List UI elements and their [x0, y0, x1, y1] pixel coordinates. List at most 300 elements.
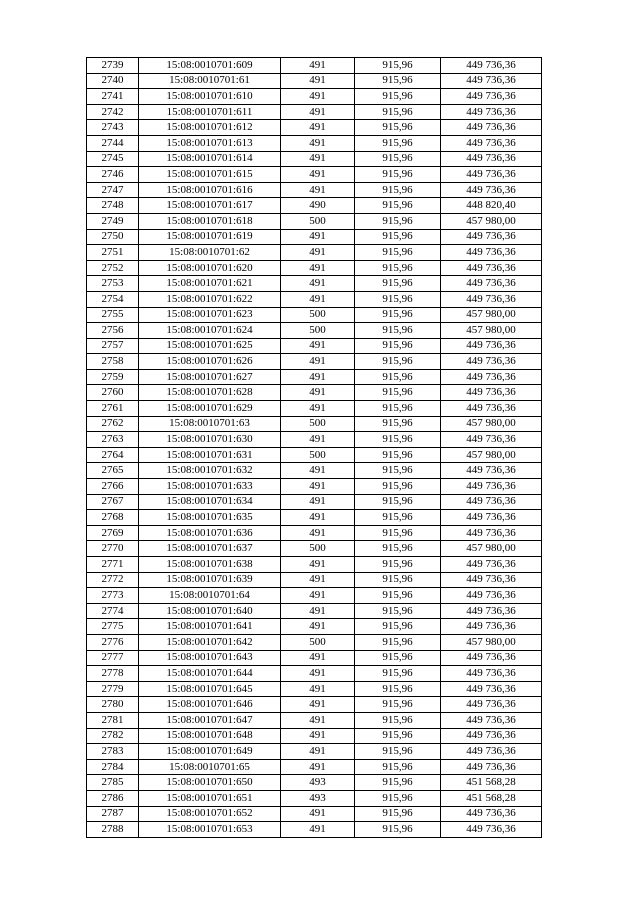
value-cell: 449 736,36 — [441, 463, 542, 479]
table-row — [87, 369, 542, 385]
rate-cell: 915,96 — [355, 151, 441, 167]
area-cell: 491 — [281, 432, 355, 448]
table-row — [87, 291, 542, 307]
cadastral-number-cell: 15:08:0010701:622 — [139, 291, 281, 307]
cadastral-number-cell: 15:08:0010701:618 — [139, 213, 281, 229]
table-row — [87, 666, 542, 682]
table-row — [87, 572, 542, 588]
rate-cell: 915,96 — [355, 603, 441, 619]
value-cell: 449 736,36 — [441, 510, 542, 526]
rate-cell: 915,96 — [355, 120, 441, 136]
cadastral-number-cell: 15:08:0010701:653 — [139, 822, 281, 838]
area-cell: 491 — [281, 167, 355, 183]
area-cell: 491 — [281, 401, 355, 417]
table-row — [87, 167, 542, 183]
area-cell: 491 — [281, 245, 355, 261]
table-row — [87, 323, 542, 339]
rate-cell: 915,96 — [355, 806, 441, 822]
row-number-cell: 2760 — [87, 385, 139, 401]
table-row — [87, 245, 542, 261]
cadastral-number-cell: 15:08:0010701:625 — [139, 338, 281, 354]
row-number-cell: 2768 — [87, 510, 139, 526]
cadastral-number-cell: 15:08:0010701:632 — [139, 463, 281, 479]
table-row — [87, 603, 542, 619]
row-number-cell: 2785 — [87, 775, 139, 791]
value-cell: 449 736,36 — [441, 276, 542, 292]
area-cell: 500 — [281, 416, 355, 432]
area-cell: 500 — [281, 323, 355, 339]
value-cell: 457 980,00 — [441, 213, 542, 229]
rate-cell: 915,96 — [355, 619, 441, 635]
value-cell: 449 736,36 — [441, 135, 542, 151]
area-cell: 491 — [281, 104, 355, 120]
row-number-cell: 2762 — [87, 416, 139, 432]
value-cell: 449 736,36 — [441, 89, 542, 105]
cadastral-number-cell: 15:08:0010701:626 — [139, 354, 281, 370]
row-number-cell: 2774 — [87, 603, 139, 619]
row-number-cell: 2748 — [87, 198, 139, 214]
rate-cell: 915,96 — [355, 588, 441, 604]
value-cell: 451 568,28 — [441, 790, 542, 806]
table-row — [87, 759, 542, 775]
cadastral-number-cell: 15:08:0010701:614 — [139, 151, 281, 167]
value-cell: 449 736,36 — [441, 759, 542, 775]
rate-cell: 915,96 — [355, 822, 441, 838]
row-number-cell: 2764 — [87, 447, 139, 463]
rate-cell: 915,96 — [355, 182, 441, 198]
rate-cell: 915,96 — [355, 712, 441, 728]
row-number-cell: 2778 — [87, 666, 139, 682]
row-number-cell: 2770 — [87, 541, 139, 557]
rate-cell: 915,96 — [355, 697, 441, 713]
table-row — [87, 728, 542, 744]
cadastral-number-cell: 15:08:0010701:627 — [139, 369, 281, 385]
value-cell: 449 736,36 — [441, 619, 542, 635]
cadastral-number-cell: 15:08:0010701:617 — [139, 198, 281, 214]
row-number-cell: 2783 — [87, 744, 139, 760]
row-number-cell: 2776 — [87, 634, 139, 650]
value-cell: 449 736,36 — [441, 104, 542, 120]
area-cell: 491 — [281, 291, 355, 307]
row-number-cell: 2763 — [87, 432, 139, 448]
table-row — [87, 89, 542, 105]
value-cell: 449 736,36 — [441, 728, 542, 744]
row-number-cell: 2766 — [87, 479, 139, 495]
value-cell: 457 980,00 — [441, 634, 542, 650]
rate-cell: 915,96 — [355, 401, 441, 417]
area-cell: 491 — [281, 494, 355, 510]
area-cell: 491 — [281, 385, 355, 401]
rate-cell: 915,96 — [355, 541, 441, 557]
rate-cell: 915,96 — [355, 790, 441, 806]
table-row — [87, 697, 542, 713]
value-cell: 449 736,36 — [441, 666, 542, 682]
area-cell: 491 — [281, 151, 355, 167]
row-number-cell: 2741 — [87, 89, 139, 105]
table-row — [87, 525, 542, 541]
table-row — [87, 790, 542, 806]
table-row — [87, 822, 542, 838]
rate-cell: 915,96 — [355, 229, 441, 245]
row-number-cell: 2780 — [87, 697, 139, 713]
area-cell: 491 — [281, 744, 355, 760]
rate-cell: 915,96 — [355, 510, 441, 526]
area-cell: 491 — [281, 89, 355, 105]
table-row — [87, 650, 542, 666]
cadastral-number-cell: 15:08:0010701:649 — [139, 744, 281, 760]
row-number-cell: 2761 — [87, 401, 139, 417]
row-number-cell: 2744 — [87, 135, 139, 151]
row-number-cell: 2787 — [87, 806, 139, 822]
cadastral-number-cell: 15:08:0010701:620 — [139, 260, 281, 276]
value-cell: 449 736,36 — [441, 229, 542, 245]
value-cell: 449 736,36 — [441, 182, 542, 198]
area-cell: 500 — [281, 634, 355, 650]
table-row — [87, 432, 542, 448]
cadastral-number-cell: 15:08:0010701:652 — [139, 806, 281, 822]
row-number-cell: 2754 — [87, 291, 139, 307]
rate-cell: 915,96 — [355, 58, 441, 74]
area-cell: 490 — [281, 198, 355, 214]
value-cell: 449 736,36 — [441, 572, 542, 588]
cadastral-number-cell: 15:08:0010701:619 — [139, 229, 281, 245]
table-row — [87, 806, 542, 822]
table-row — [87, 307, 542, 323]
area-cell: 491 — [281, 822, 355, 838]
row-number-cell: 2771 — [87, 557, 139, 573]
area-cell: 491 — [281, 58, 355, 74]
table-row — [87, 494, 542, 510]
row-number-cell: 2767 — [87, 494, 139, 510]
value-cell: 448 820,40 — [441, 198, 542, 214]
area-cell: 491 — [281, 759, 355, 775]
row-number-cell: 2742 — [87, 104, 139, 120]
row-number-cell: 2749 — [87, 213, 139, 229]
rate-cell: 915,96 — [355, 104, 441, 120]
table-row — [87, 73, 542, 89]
row-number-cell: 2788 — [87, 822, 139, 838]
rate-cell: 915,96 — [355, 525, 441, 541]
value-cell: 449 736,36 — [441, 479, 542, 495]
area-cell: 491 — [281, 510, 355, 526]
value-cell: 449 736,36 — [441, 151, 542, 167]
value-cell: 449 736,36 — [441, 806, 542, 822]
value-cell: 449 736,36 — [441, 557, 542, 573]
table-row — [87, 463, 542, 479]
row-number-cell: 2786 — [87, 790, 139, 806]
value-cell: 449 736,36 — [441, 167, 542, 183]
area-cell: 491 — [281, 260, 355, 276]
row-number-cell: 2753 — [87, 276, 139, 292]
table-row — [87, 260, 542, 276]
area-cell: 491 — [281, 572, 355, 588]
table-row — [87, 385, 542, 401]
rate-cell: 915,96 — [355, 463, 441, 479]
row-number-cell: 2781 — [87, 712, 139, 728]
value-cell: 449 736,36 — [441, 338, 542, 354]
rate-cell: 915,96 — [355, 73, 441, 89]
row-number-cell: 2745 — [87, 151, 139, 167]
table-row — [87, 213, 542, 229]
value-cell: 457 980,00 — [441, 447, 542, 463]
cadastral-number-cell: 15:08:0010701:612 — [139, 120, 281, 136]
row-number-cell: 2752 — [87, 260, 139, 276]
row-number-cell: 2779 — [87, 681, 139, 697]
cadastral-number-cell: 15:08:0010701:646 — [139, 697, 281, 713]
table-row — [87, 104, 542, 120]
table-row — [87, 198, 542, 214]
value-cell: 449 736,36 — [441, 401, 542, 417]
row-number-cell: 2740 — [87, 73, 139, 89]
area-cell: 493 — [281, 790, 355, 806]
table-row — [87, 588, 542, 604]
value-cell: 449 736,36 — [441, 712, 542, 728]
value-cell: 451 568,28 — [441, 775, 542, 791]
rate-cell: 915,96 — [355, 728, 441, 744]
cadastral-number-cell: 15:08:0010701:63 — [139, 416, 281, 432]
area-cell: 491 — [281, 73, 355, 89]
row-number-cell: 2765 — [87, 463, 139, 479]
rate-cell: 915,96 — [355, 260, 441, 276]
rate-cell: 915,96 — [355, 650, 441, 666]
cadastral-number-cell: 15:08:0010701:631 — [139, 447, 281, 463]
area-cell: 500 — [281, 447, 355, 463]
cadastral-number-cell: 15:08:0010701:610 — [139, 89, 281, 105]
cadastral-number-cell: 15:08:0010701:640 — [139, 603, 281, 619]
row-number-cell: 2750 — [87, 229, 139, 245]
area-cell: 491 — [281, 728, 355, 744]
value-cell: 449 736,36 — [441, 120, 542, 136]
rate-cell: 915,96 — [355, 323, 441, 339]
cadastral-number-cell: 15:08:0010701:642 — [139, 634, 281, 650]
data-table — [86, 57, 542, 838]
row-number-cell: 2757 — [87, 338, 139, 354]
table-row — [87, 447, 542, 463]
cadastral-number-cell: 15:08:0010701:639 — [139, 572, 281, 588]
cadastral-number-cell: 15:08:0010701:633 — [139, 479, 281, 495]
area-cell: 500 — [281, 213, 355, 229]
row-number-cell: 2775 — [87, 619, 139, 635]
cadastral-number-cell: 15:08:0010701:645 — [139, 681, 281, 697]
area-cell: 491 — [281, 354, 355, 370]
rate-cell: 915,96 — [355, 666, 441, 682]
cadastral-number-cell: 15:08:0010701:638 — [139, 557, 281, 573]
value-cell: 449 736,36 — [441, 291, 542, 307]
rate-cell: 915,96 — [355, 291, 441, 307]
table-row — [87, 681, 542, 697]
value-cell: 449 736,36 — [441, 385, 542, 401]
value-cell: 457 980,00 — [441, 416, 542, 432]
value-cell: 449 736,36 — [441, 494, 542, 510]
rate-cell: 915,96 — [355, 432, 441, 448]
area-cell: 493 — [281, 775, 355, 791]
area-cell: 491 — [281, 276, 355, 292]
cadastral-number-cell: 15:08:0010701:648 — [139, 728, 281, 744]
row-number-cell: 2755 — [87, 307, 139, 323]
cadastral-number-cell: 15:08:0010701:636 — [139, 525, 281, 541]
area-cell: 491 — [281, 681, 355, 697]
rate-cell: 915,96 — [355, 447, 441, 463]
rate-cell: 915,96 — [355, 213, 441, 229]
table-row — [87, 634, 542, 650]
row-number-cell: 2756 — [87, 323, 139, 339]
value-cell: 457 980,00 — [441, 323, 542, 339]
area-cell: 491 — [281, 525, 355, 541]
value-cell: 449 736,36 — [441, 369, 542, 385]
area-cell: 491 — [281, 120, 355, 136]
rate-cell: 915,96 — [355, 276, 441, 292]
row-number-cell: 2746 — [87, 167, 139, 183]
value-cell: 449 736,36 — [441, 697, 542, 713]
area-cell: 491 — [281, 369, 355, 385]
area-cell: 491 — [281, 463, 355, 479]
area-cell: 500 — [281, 541, 355, 557]
row-number-cell: 2773 — [87, 588, 139, 604]
cadastral-number-cell: 15:08:0010701:630 — [139, 432, 281, 448]
table-row — [87, 775, 542, 791]
rate-cell: 915,96 — [355, 494, 441, 510]
row-number-cell: 2751 — [87, 245, 139, 261]
cadastral-number-cell: 15:08:0010701:651 — [139, 790, 281, 806]
value-cell: 449 736,36 — [441, 58, 542, 74]
table-row — [87, 120, 542, 136]
table-row — [87, 401, 542, 417]
cadastral-number-cell: 15:08:0010701:611 — [139, 104, 281, 120]
table-row — [87, 354, 542, 370]
area-cell: 491 — [281, 603, 355, 619]
value-cell: 449 736,36 — [441, 822, 542, 838]
area-cell: 491 — [281, 338, 355, 354]
rate-cell: 915,96 — [355, 572, 441, 588]
cadastral-number-cell: 15:08:0010701:613 — [139, 135, 281, 151]
table-row — [87, 416, 542, 432]
area-cell: 491 — [281, 806, 355, 822]
value-cell: 449 736,36 — [441, 588, 542, 604]
rate-cell: 915,96 — [355, 307, 441, 323]
area-cell: 491 — [281, 557, 355, 573]
rate-cell: 915,96 — [355, 167, 441, 183]
cadastral-number-cell: 15:08:0010701:641 — [139, 619, 281, 635]
rate-cell: 915,96 — [355, 479, 441, 495]
rate-cell: 915,96 — [355, 557, 441, 573]
table-row — [87, 276, 542, 292]
cadastral-number-cell: 15:08:0010701:637 — [139, 541, 281, 557]
row-number-cell: 2777 — [87, 650, 139, 666]
cadastral-number-cell: 15:08:0010701:644 — [139, 666, 281, 682]
cadastral-number-cell: 15:08:0010701:629 — [139, 401, 281, 417]
cadastral-number-cell: 15:08:0010701:643 — [139, 650, 281, 666]
table-row — [87, 479, 542, 495]
value-cell: 457 980,00 — [441, 541, 542, 557]
cadastral-number-cell: 15:08:0010701:621 — [139, 276, 281, 292]
area-cell: 491 — [281, 479, 355, 495]
table-body — [87, 58, 542, 838]
area-cell: 491 — [281, 619, 355, 635]
table-row — [87, 135, 542, 151]
value-cell: 449 736,36 — [441, 245, 542, 261]
value-cell: 449 736,36 — [441, 681, 542, 697]
row-number-cell: 2747 — [87, 182, 139, 198]
row-number-cell: 2772 — [87, 572, 139, 588]
rate-cell: 915,96 — [355, 634, 441, 650]
value-cell: 449 736,36 — [441, 603, 542, 619]
rate-cell: 915,96 — [355, 198, 441, 214]
rate-cell: 915,96 — [355, 245, 441, 261]
rate-cell: 915,96 — [355, 744, 441, 760]
area-cell: 491 — [281, 588, 355, 604]
area-cell: 491 — [281, 135, 355, 151]
rate-cell: 915,96 — [355, 416, 441, 432]
table-row — [87, 151, 542, 167]
row-number-cell: 2743 — [87, 120, 139, 136]
cadastral-number-cell: 15:08:0010701:615 — [139, 167, 281, 183]
cadastral-number-cell: 15:08:0010701:616 — [139, 182, 281, 198]
cadastral-number-cell: 15:08:0010701:647 — [139, 712, 281, 728]
cadastral-number-cell: 15:08:0010701:62 — [139, 245, 281, 261]
rate-cell: 915,96 — [355, 338, 441, 354]
rate-cell: 915,96 — [355, 385, 441, 401]
area-cell: 491 — [281, 697, 355, 713]
row-number-cell: 2758 — [87, 354, 139, 370]
table-row — [87, 182, 542, 198]
rate-cell: 915,96 — [355, 681, 441, 697]
rate-cell: 915,96 — [355, 89, 441, 105]
table-row — [87, 510, 542, 526]
value-cell: 449 736,36 — [441, 650, 542, 666]
table-row — [87, 712, 542, 728]
area-cell: 491 — [281, 229, 355, 245]
table-row — [87, 541, 542, 557]
value-cell: 449 736,36 — [441, 432, 542, 448]
cadastral-number-cell: 15:08:0010701:624 — [139, 323, 281, 339]
value-cell: 449 736,36 — [441, 525, 542, 541]
row-number-cell: 2759 — [87, 369, 139, 385]
rate-cell: 915,96 — [355, 775, 441, 791]
rate-cell: 915,96 — [355, 369, 441, 385]
row-number-cell: 2769 — [87, 525, 139, 541]
table-row — [87, 58, 542, 74]
table-row — [87, 229, 542, 245]
cadastral-number-cell: 15:08:0010701:635 — [139, 510, 281, 526]
cadastral-number-cell: 15:08:0010701:609 — [139, 58, 281, 74]
table-row — [87, 744, 542, 760]
table-row — [87, 338, 542, 354]
area-cell: 500 — [281, 307, 355, 323]
table-row — [87, 619, 542, 635]
value-cell: 457 980,00 — [441, 307, 542, 323]
area-cell: 491 — [281, 712, 355, 728]
area-cell: 491 — [281, 182, 355, 198]
value-cell: 449 736,36 — [441, 354, 542, 370]
cadastral-number-cell: 15:08:0010701:61 — [139, 73, 281, 89]
cadastral-number-cell: 15:08:0010701:628 — [139, 385, 281, 401]
cadastral-number-cell: 15:08:0010701:650 — [139, 775, 281, 791]
area-cell: 491 — [281, 666, 355, 682]
cadastral-number-cell: 15:08:0010701:623 — [139, 307, 281, 323]
table-row — [87, 557, 542, 573]
rate-cell: 915,96 — [355, 759, 441, 775]
row-number-cell: 2784 — [87, 759, 139, 775]
row-number-cell: 2782 — [87, 728, 139, 744]
rate-cell: 915,96 — [355, 135, 441, 151]
value-cell: 449 736,36 — [441, 744, 542, 760]
rate-cell: 915,96 — [355, 354, 441, 370]
area-cell: 491 — [281, 650, 355, 666]
cadastral-number-cell: 15:08:0010701:65 — [139, 759, 281, 775]
row-number-cell: 2739 — [87, 58, 139, 74]
cadastral-number-cell: 15:08:0010701:64 — [139, 588, 281, 604]
value-cell: 449 736,36 — [441, 260, 542, 276]
